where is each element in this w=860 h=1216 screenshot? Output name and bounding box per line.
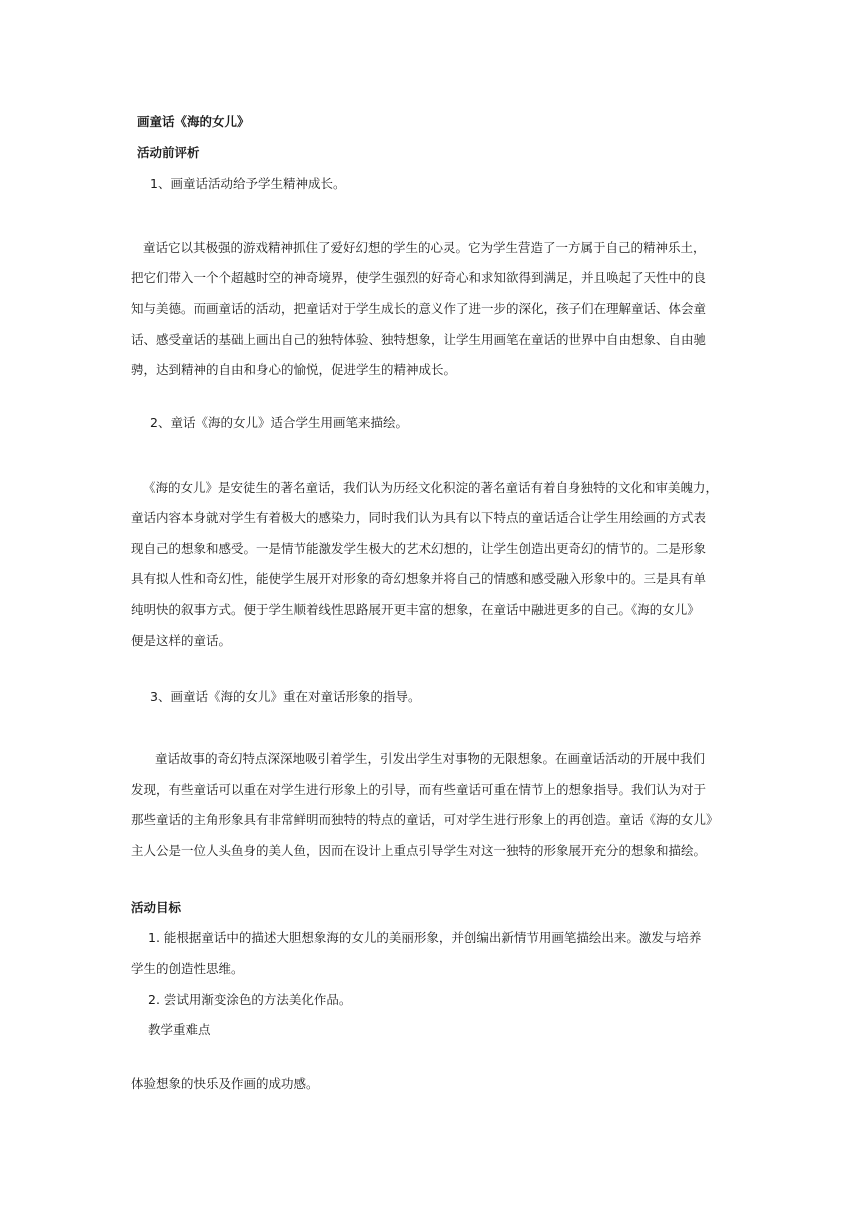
paragraph-line: 骋，达到精神的自由和身心的愉悦，促进学生的精神成长。 — [131, 362, 457, 377]
paragraph-line: 知与美德。而画童话的活动，把童话对于学生成长的意义作了进一步的深化，孩子们在理解童话、体会童 — [131, 301, 707, 316]
goal-2: 2. 尝试用渐变涂色的方法美化作品。 — [148, 992, 352, 1007]
paragraph-line: 童话故事的奇幻特点深深地吸引着学生，引发出学生对事物的无限想象。在画童话活动的开展中我们 — [155, 751, 706, 766]
paragraph-line: 便是这样的童话。 — [131, 633, 232, 648]
section-heading-key-points: 教学重难点 — [148, 1022, 211, 1037]
paragraph-line: 《海的女儿》是安徒生的著名童话，我们认为历经文化积淀的著名童话有着自身独特的文化和审美魄力， — [143, 480, 719, 495]
item2-heading: 2、童话《海的女儿》适合学生用画笔来描绘。 — [150, 415, 408, 430]
paragraph-line: 发现，有些童话可以重在对学生进行形象上的引导，而有些童话可重在情节上的想象指导。我们认为对于 — [131, 782, 707, 797]
paragraph-line: 现自己的想象和感受。一是情节能激发学生极大的艺术幻想的，让学生创造出更奇幻的情节的。二是形象 — [131, 541, 707, 556]
paragraph-line: 把它们带入一个个超越时空的神奇境界，使学生强烈的好奇心和求知欲得到满足，并且唤起了天性中的良 — [131, 270, 707, 285]
item3-heading: 3、画童话《海的女儿》重在对童话形象的指导。 — [150, 689, 421, 704]
goal-line: 学生的创造性思维。 — [131, 961, 244, 976]
document-title: 画童话《海的女儿》 — [137, 114, 250, 129]
goal-line: 1. 能根据童话中的描述大胆想象海的女儿的美丽形象，并创编出新情节用画笔描绘出来。激发与培养 — [148, 930, 702, 945]
paragraph-line: 那些童话的主角形象具有非常鲜明而独特的特点的童话，可对学生进行形象上的再创造。童话《海的女儿》 — [131, 812, 719, 827]
paragraph-line: 童话它以其极强的游戏精神抓住了爱好幻想的学生的心灵。它为学生营造了一方属于自己的精神乐土， — [143, 240, 706, 255]
paragraph-line: 具有拟人性和奇幻性，能使学生展开对形象的奇幻想象并将自己的情感和感受融入形象中的。三是具有单 — [131, 571, 707, 586]
key-points-text: 体验想象的快乐及作画的成功感。 — [131, 1076, 319, 1091]
section-heading-goals: 活动目标 — [131, 900, 182, 915]
paragraph-line: 主人公是一位人头鱼身的美人鱼，因而在设计上重点引导学生对这一独特的形象展开充分的想象和描绘。 — [131, 843, 707, 858]
section-heading-pre-analysis: 活动前评析 — [137, 145, 200, 160]
paragraph-line: 童话内容本身就对学生有着极大的感染力，同时我们认为具有以下特点的童话适合让学生用绘画的方式表 — [131, 510, 707, 525]
paragraph-line: 纯明快的叙事方式。便于学生顺着线性思路展开更丰富的想象，在童话中融进更多的自己。《海的女儿》 — [131, 602, 700, 617]
paragraph-line: 话、感受童话的基础上画出自己的独特体验、独特想象，让学生用画笔在童话的世界中自由想象、自由驰 — [131, 332, 707, 347]
item1-heading: 1、画童话活动给予学生精神成长。 — [150, 176, 346, 191]
